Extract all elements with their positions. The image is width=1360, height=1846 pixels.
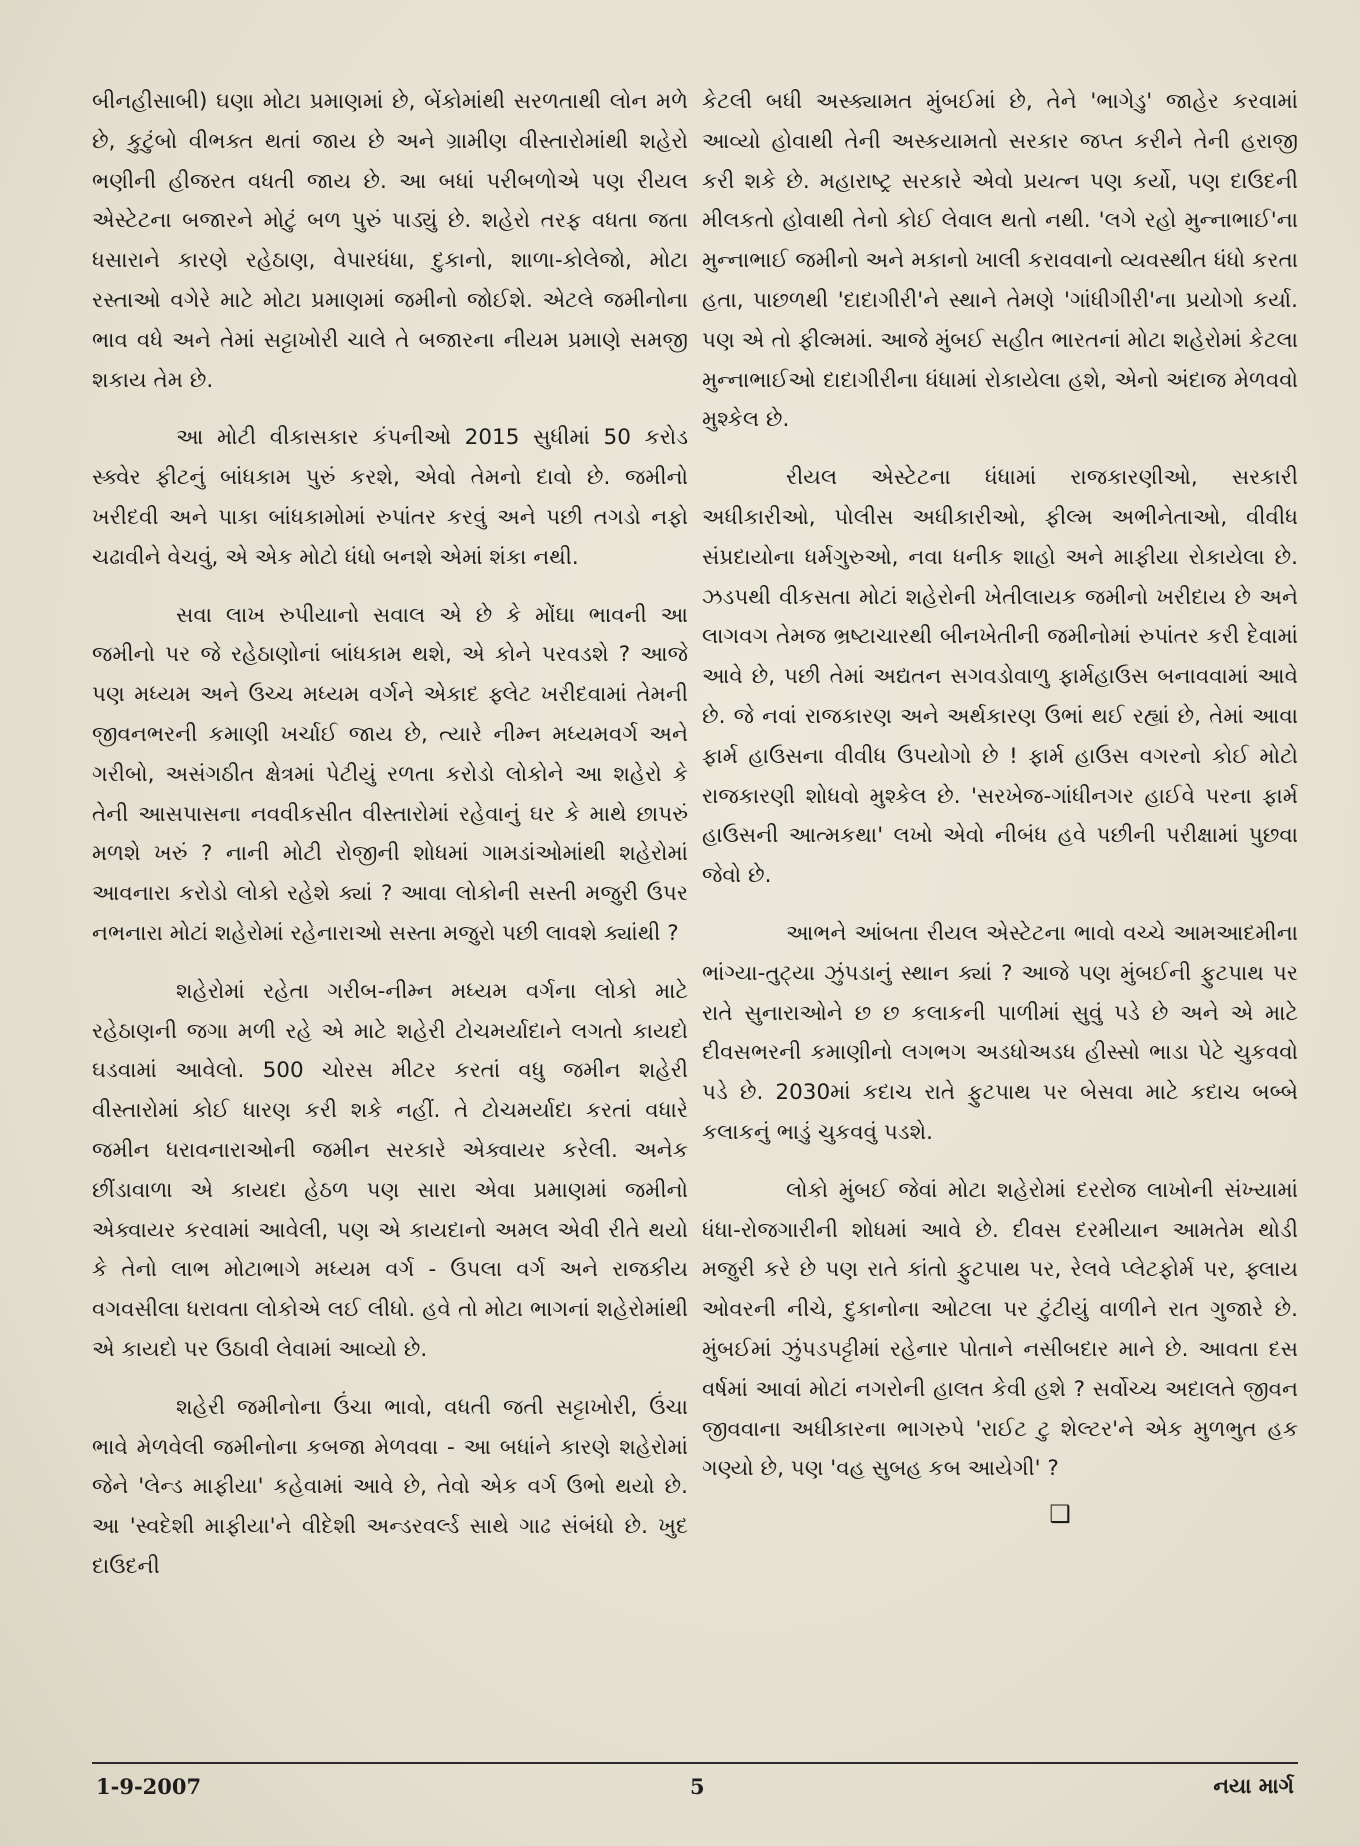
footer-divider (92, 1762, 1298, 1764)
paragraph: આ મોટી વીકાસકાર કંપનીઓ 2015 સુધીમાં 50 કરોડ સ્ક્વેર ફીટનું બાંધકામ પુરું કરશે, એવો તેમનો દાવો છે. જમીનો ખરીદવી અને પાકા બાંધકામોમાં રુપાંતર કરવું અને પછી તગડો નફો ચઢાવીને વેચવું, એ એક મોટો ધંધો બનશે એમાં શંકા નથી. (92, 425, 688, 570)
left-column (92, 82, 688, 1587)
page-number: 5 (690, 1774, 705, 1799)
paragraph: લોકો મુંબઈ જેવાં મોટા શહેરોમાં દરરોજ લાખોની સંખ્યામાં ધંધા-રોજગારીની શોધમાં આવે છે. દીવસ દરમીયાન આમતેમ થોડી મજુરી કરે છે પણ રાતે કાંતો ફુટપાથ પર, રેલવે પ્લેટફોર્મ પર, ફ્લાય ઓવરની નીચે, દુકાનોના ઓટલા પર ટુંટીયું વાળીને રાત ગુજારે છે. મુંબઈમાં ઝુંપડપટ્ટીમાં રહેનાર પોતાને નસીબદાર માને છે. આવતા દસ વર્ષમાં આવાં મોટાં નગરોની હાલત કેવી હશે ? સર્વોચ્ચ અદાલતે જીવન જીવવાના અધીકારના ભાગરુપે 'રાઈટ ટુ શેલ્ટર'ને એક મુળભુત હક ગણ્યો છે, પણ 'વહ સુબહ કબ આયેગી' ? (702, 1177, 1298, 1482)
paragraph: રીયલ એસ્ટેટના ધંધામાં રાજકારણીઓ, સરકારી અધીકારીઓ, પોલીસ અધીકારીઓ, ફીલ્મ અભીનેતાઓ, વીવીધ સંપ્રદાયોના ધર્મગુરુઓ, નવા ધનીક શાહો અને માફીયા રોકાયેલા છે. ઝડપથી વીકસતા મોટાં શહેરોની ખેતીલાયક જમીનો ખરીદાય છે અને લાગવગ તેમજ ભ્રષ્ટાચારથી બીનખેતીની જમીનોમાં રુપાંતર કરી દેવામાં આવે છે, પછી તેમાં અદ્યતન સગવડોવાળુ ફાર્મહાઉસ બનાવવામાં આવે છે. જે નવાં રાજકારણ અને અર્થકારણ ઉભાં થઈ રહ્યાં છે, તેમાં આવા ફાર્મ હાઉસના વીવીધ ઉપયોગો છે ! ફાર્મ હાઉસ વગરનો કોઈ મોટો રાજકારણી શોધવો મુશ્કેલ છે. 'સરખેજ-ગાંધીનગર હાઈવે પરના ફાર્મ હાઉસની આત્મકથા' લખો એવો નીબંધ હવે પછીની પરીક્ષામાં પુછવા જેવો છે. (702, 465, 1298, 889)
paragraph: શહેરોમાં રહેતા ગરીબ-નીમ્ન મધ્યમ વર્ગના લોકો માટે રહેઠાણની જગા મળી રહે એ માટે શહેરી ટોચમર્યાદાને લગતો કાયદો ઘડવામાં આવેલો. 500 ચોરસ મીટર કરતાં વધુ જમીન શહેરી વીસ્તારોમાં કોઈ ધારણ કરી શકે નહીં. તે ટોચમર્યાદા કરતાં વધારે જમીન ધરાવનારાઓની જમીન સરકારે એક્વાયર કરેલી. અનેક છીંડાવાળા એ કાયદા હેઠળ પણ સારા એવા પ્રમાણમાં જમીનો એક્વાયર કરવામાં આવેલી, પણ એ કાયદાનો અમલ એવી રીતે થયો કે તેનો લાભ મોટાભાગે મધ્યમ વર્ગ - ઉપલા વર્ગ અને રાજકીય વગવસીલા ધરાવતા લોકોએ લઈ લીધો. હવે તો મોટા ભાગનાં શહેરોમાંથી એ કાયદો પર ઉઠાવી લેવામાં આવ્યો છે. (92, 978, 688, 1362)
magazine-name: નયા માર્ગ (1213, 1774, 1294, 1798)
paragraph: આભને આંબતા રીયલ એસ્ટેટના ભાવો વચ્ચે આમઆદમીના ભાંગ્યા-તુટ્યા ઝુંપડાનું સ્થાન ક્યાં ? આજે પણ મુંબઈની ફુટપાથ પર રાતે સુનારાઓને છ છ કલાકની પાળીમાં સુવું પડે છે અને એ માટે દીવસભરની કમાણીનો લગભગ અડધોઅડધ હીસ્સો ભાડા પેટે ચુકવવો પડે છે. 2030માં કદાચ રાતે ફુટપાથ પર બેસવા માટે કદાચ બબ્બે કલાકનું ભાડું ચુકવવું પડશે. (702, 920, 1298, 1145)
footer-date: 1-9-2007 (96, 1774, 202, 1799)
paragraph: સવા લાખ રુપીયાનો સવાલ એ છે કે મોંઘા ભાવની આ જમીનો પર જે રહેઠાણોનાં બાંધકામ થશે, એ કોને પરવડશે ? આજે પણ મધ્યમ અને ઉચ્ચ મધ્યમ વર્ગને એકાદ ફ્લેટ ખરીદવામાં તેમની જીવનભરની કમાણી ખર્ચાઈ જાય છે, ત્યારે નીમ્ન મધ્યમવર્ગ અને ગરીબો, અસંગઠીત ક્ષેત્રમાં પેટીયું રળતા કરોડો લોકોને આ શહેરો કે તેની આસપાસના નવવીકસીત વીસ્તારોમાં રહેવાનું ઘર કે માથે છાપરું મળશે ખરું ? નાની મોટી રોજીની શોધમાં ગામડાંઓમાંથી શહેરોમાં આવનારા કરોડો લોકો રહેશે ક્યાં ? આવા લોકોની સસ્તી મજુરી ઉપર નભનારા મોટાં શહેરોમાં રહેનારાઓ સસ્તા મજુરો પછી લાવશે ક્યાંથી ? (92, 602, 688, 946)
paragraph: શહેરી જમીનોના ઉંચા ભાવો, વધતી જતી સટ્ટાખોરી, ઉંચા ભાવે મેળવેલી જમીનોના કબજા મેળવવા - આ બધાંને કારણે શહેરોમાં જેને 'લેન્ડ માફીયા' કહેવામાં આવે છે, તેવો એક વર્ગ ઉભો થયો છે. આ 'સ્વદેશી માફીયા'ને વીદેશી અન્ડરવર્લ્ડ સાથે ગાઢ સંબંધો છે. ખુદ દાઉદની (92, 1394, 688, 1579)
paragraph: કેટલી બધી અસ્ક્યામત મુંબઈમાં છે, તેને 'ભાગેડુ' જાહેર કરવામાં આવ્યો હોવાથી તેની અસ્કયામતો સરકાર જપ્ત કરીને તેની હરાજી કરી શકે છે. મહારાષ્ટ્ર સરકારે એવો પ્રયત્ન પણ કર્યો, પણ દાઉદની મીલકતો હોવાથી તેનો કોઈ લેવાલ થતો નથી. 'લગે રહો મુન્નાભાઈ'ના મુન્નાભાઈ જમીનો અને મકાનો ખાલી કરાવવાનો વ્યવસ્થીત ધંધો કરતા હતા, પાછળથી 'દાદાગીરી'ને સ્થાને તેમણે 'ગાંધીગીરી'ના પ્રયોગો કર્યા. પણ એ તો ફીલ્મમાં. આજે મુંબઈ સહીત ભારતનાં મોટા શહેરોમાં કેટલા મુન્નાભાઈઓ દાદાગીરીના ધંધામાં રોકાયેલા હશે, એનો અંદાજ મેળવવો મુશ્કેલ છે. (702, 89, 1298, 433)
paragraph: બીનહીસાબી) ઘણા મોટા પ્રમાણમાં છે, બેંકોમાંથી સરળતાથી લોન મળે છે, કુટુંબો વીભક્ત થતાં જાય છે અને ગ્રામીણ વીસ્તારોમાંથી શહેરો ભણીની હીજરત વધતી જાય છે. આ બધાં પરીબળોએ પણ રીયલ એસ્ટેટના બજારને મોટું બળ પુરું પાડ્યું છે. શહેરો તરફ વધતા જતા ધસારાને કારણે રહેઠાણ, વેપારધંધા, દુકાનો, શાળા-કોલેજો, મોટા રસ્તાઓ વગેરે માટે મોટા પ્રમાણમાં જમીનો જોઈશે. એટલે જમીનોના ભાવ વધે અને તેમાં સટ્ટાખોરી ચાલે તે બજારના નીયમ પ્રમાણે સમજી શકાય તેમ છે. (92, 89, 688, 393)
end-of-article-mark: ❑ (1049, 1500, 1071, 1529)
right-column (702, 82, 1298, 1529)
